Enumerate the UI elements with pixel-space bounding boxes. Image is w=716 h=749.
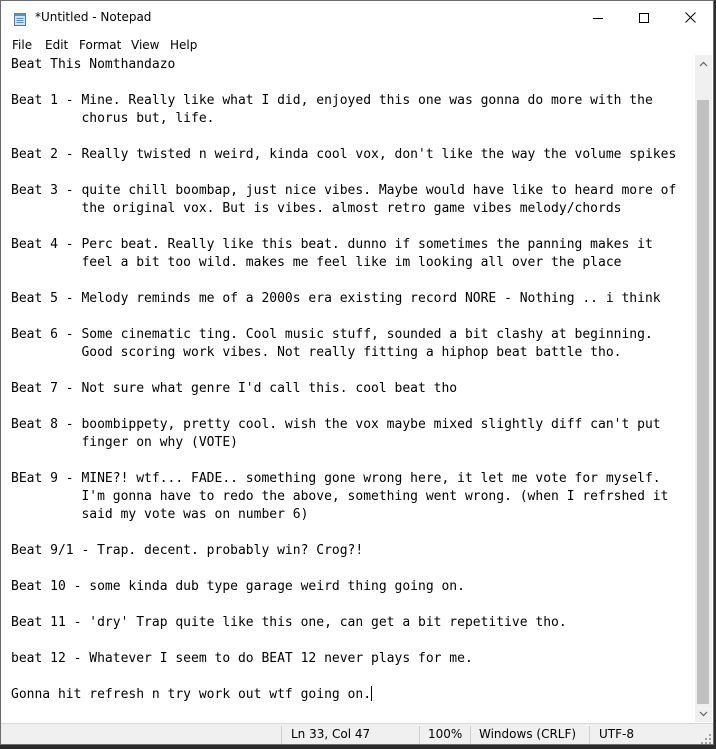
text-line-content: Beat 4 - Perc beat. Really like this beat. dunno if sometimes the panning makes it [11, 237, 653, 252]
status-divider [419, 726, 420, 744]
close-icon [685, 12, 696, 23]
text-line [11, 56, 175, 74]
text-line-content: Gonna hit refresh n try work out wtf going on. [11, 687, 372, 702]
scroll-down-button[interactable] [695, 705, 712, 722]
text-line-content: said my vote was on number 6) [11, 507, 309, 522]
menu-file[interactable]: File [12, 38, 33, 52]
text-line [11, 506, 308, 524]
text-line [11, 146, 676, 164]
text-line-content: BEat 9 - MINE?! wtf... FADE.. something gone wrong here, it let me vote for myself. [11, 471, 661, 486]
text-line [11, 650, 473, 668]
text-line [11, 380, 457, 398]
text-line [11, 200, 621, 218]
maximize-button[interactable] [621, 1, 667, 34]
minimize-icon [593, 13, 603, 23]
text-line-content: chorus but, life. [11, 111, 215, 126]
text-line-content: Beat 5 - Melody reminds me of a 2000s era existing record NORE - Nothing .. i think [11, 291, 661, 306]
text-line-content: Good scoring work vibes. Not really fitting a hiphop beat battle tho. [11, 345, 622, 360]
text-line [11, 578, 465, 596]
text-line [11, 182, 676, 200]
text-line [11, 470, 661, 488]
line-ending: Windows (CRLF) [479, 727, 577, 741]
scroll-up-button[interactable] [695, 55, 712, 72]
text-line [11, 344, 621, 362]
status-bar [1, 723, 713, 745]
text-line [11, 416, 661, 434]
notepad-icon [13, 12, 27, 26]
text-line [11, 434, 238, 452]
status-divider [281, 726, 282, 744]
text-line-content: Beat 9/1 - Trap. decent. probably win? Crog?! [11, 543, 364, 558]
text-line-content: Beat 2 - Really twisted n weird, kinda cool vox, don't like the way the volume spikes [11, 147, 677, 162]
text-line-content: the original vox. But is vibes. almost retro game vibes melody/chords [11, 201, 622, 216]
zoom-level: 100% [428, 727, 463, 741]
text-line-content: I'm gonna have to redo the above, something went wrong. (when I refrshed it [11, 489, 669, 504]
text-line [11, 488, 668, 506]
close-button[interactable] [667, 1, 713, 34]
text-editor[interactable] [1, 55, 695, 722]
text-cursor [371, 686, 372, 701]
text-line [11, 290, 661, 308]
text-line-content: Beat 10 - some kinda dub type garage weird thing going on. [11, 579, 465, 594]
chevron-up-icon [699, 61, 708, 67]
resize-grip-icon[interactable] [701, 734, 711, 744]
text-line-content: Beat This Nomthandazo [11, 57, 176, 72]
cursor-position: Ln 33, Col 47 [291, 727, 371, 741]
text-line-content: Beat 3 - quite chill boombap, just nice vibes. Maybe would have like to heard more of [11, 183, 677, 198]
text-line-content: beat 12 - Whatever I seem to do BEAT 12 never plays for me. [11, 651, 473, 666]
menu-format[interactable]: Format [79, 38, 122, 52]
text-line [11, 110, 215, 128]
chevron-down-icon [699, 711, 708, 717]
text-line-content: feel a bit too wild. makes me feel like im looking all over the place [11, 255, 622, 270]
vertical-scrollbar[interactable] [695, 55, 712, 722]
text-line [11, 542, 363, 560]
title-bar[interactable] [1, 1, 713, 34]
text-line [11, 92, 653, 110]
menu-view[interactable]: View [131, 38, 160, 52]
text-line-content: Beat 8 - boombippety, pretty cool. wish the vox maybe mixed slightly diff can't put [11, 417, 661, 432]
maximize-icon [639, 13, 649, 23]
text-line-content: finger on why (VOTE) [11, 435, 238, 450]
status-divider [589, 726, 590, 744]
text-line [11, 686, 372, 704]
menu-edit[interactable]: Edit [45, 38, 69, 52]
encoding: UTF-8 [599, 727, 634, 741]
menu-help[interactable]: Help [170, 38, 198, 52]
text-line-content: Beat 6 - Some cinematic ting. Cool music stuff, sounded a bit clashy at beginning. [11, 327, 653, 342]
scrollbar-thumb[interactable] [697, 100, 709, 704]
text-line-content: Beat 1 - Mine. Really like what I did, enjoyed this one was gonna do more with the [11, 93, 653, 108]
menu-bar [1, 35, 713, 55]
text-line [11, 614, 567, 632]
window-title: *Untitled - Notepad [35, 10, 152, 24]
minimize-button[interactable] [575, 1, 621, 34]
text-line [11, 236, 653, 254]
status-divider [470, 726, 471, 744]
text-line-content: Beat 11 - 'dry' Trap quite like this one, can get a bit repetitive tho. [11, 615, 567, 630]
text-line [11, 326, 653, 344]
text-line [11, 254, 621, 272]
text-line-content: Beat 7 - Not sure what genre I'd call this. cool beat tho [11, 381, 458, 396]
